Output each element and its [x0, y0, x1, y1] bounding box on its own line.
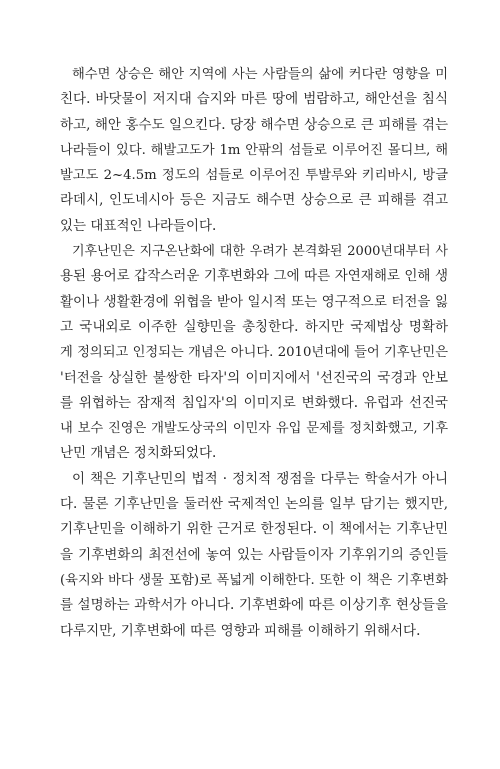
- text-line: 발고도 2~4.5m 정도의 섬들로 이루어진 투발루와 키리바시, 방글: [60, 168, 448, 184]
- text-line: 기후난민을 이해하기 위한 근거로 한정된다. 이 책에서는 기후난민: [60, 521, 448, 538]
- text-line: 내 보수 진영은 개발도상국의 이민자 유입 문제를 정치화했고, 기후: [60, 421, 448, 437]
- text-line: 고 국내외로 이주한 실향민을 총칭한다. 하지만 국제법상 명확하: [60, 318, 448, 335]
- paragraph-2: [60, 239, 448, 467]
- text-line: 친다. 바닷물이 저지대 습지와 마른 땅에 범람하고, 해안선을 침식: [60, 91, 448, 108]
- text-line: 있는 대표적인 나라들이다.: [60, 217, 217, 234]
- text-line: '터전을 상실한 불쌍한 타자'의 이미지에서 '선진국의 국경과 안보: [60, 369, 448, 386]
- text-line: 다루지만, 기후변화에 따른 영향과 피해를 이해하기 위해서다.: [60, 622, 421, 639]
- text-line: 기후난민은 지구온난화에 대한 우려가 본격화된 2000년대부터 사: [72, 244, 448, 260]
- text-line: 게 정의되고 인정되는 개념은 아니다. 2010년대에 들어 기후난민은: [60, 345, 448, 361]
- text-line: 난민 개념은 정치화되었다.: [60, 445, 217, 462]
- text-line: 용된 용어로 갑작스러운 기후변화와 그에 따른 자연재해로 인해 생: [60, 268, 448, 285]
- text-line: 이 책은 기후난민의 법적 · 정치적 쟁점을 다루는 학술서가 아니: [72, 470, 448, 487]
- text-line: (육지와 바다 생물 포함)로 폭넓게 이해한다. 또한 이 책은 기후변화: [60, 572, 448, 588]
- text-line: 나라들이 있다. 해발고도가 1m 안팎의 섬들로 이루어진 몰디브, 해: [60, 142, 448, 158]
- paragraph-3: [60, 467, 448, 644]
- paragraph-1: [60, 62, 448, 239]
- text-line: 활이나 생활환경에 위협을 받아 일시적 또는 영구적으로 터전을 잃: [60, 293, 448, 310]
- text-line: 라데시, 인도네시아 등은 지금도 해수면 상승으로 큰 피해를 겪고: [60, 192, 448, 209]
- text-line: 를 위협하는 잠재적 침입자'의 이미지로 변화했다. 유럽과 선진국: [60, 394, 448, 411]
- text-line: 을 기후변화의 최전선에 놓여 있는 사람들이자 기후위기의 증인들: [60, 546, 448, 563]
- text-line: 다. 물론 기후난민을 둘러싼 국제적인 논의를 일부 담기는 했지만,: [60, 496, 448, 513]
- text-line: 를 설명하는 과학서가 아니다. 기후변화에 따른 이상기후 현상들을: [60, 597, 448, 614]
- text-line: 하고, 해안 홍수도 일으킨다. 당장 해수면 상승으로 큰 피해를 겪는: [60, 116, 448, 133]
- page-body: [60, 62, 448, 644]
- text-line: 해수면 상승은 해안 지역에 사는 사람들의 삶에 커다란 영향을 미: [72, 67, 448, 82]
